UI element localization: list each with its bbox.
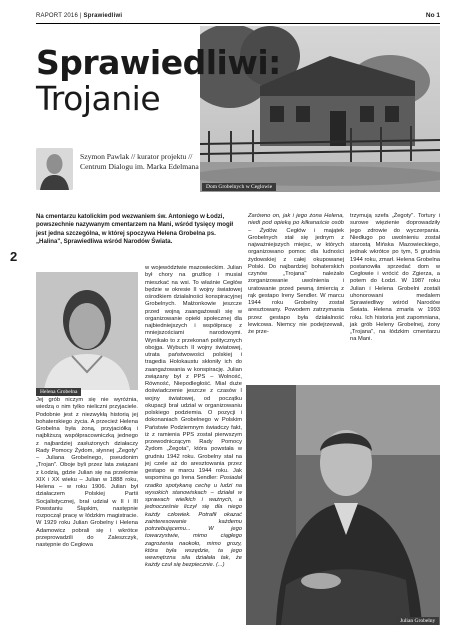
column-2-text: w województwie mazowieckim. Julian był chory na gruźlicę i musiał mieszkać na wsi. To właśnie Cegłów będzie w okresie II wojny światowej ośrodkiem działalności konspiracyjnej Grobelnych. Małżonkowie jeszcze przed wojną zaangażowali się w organizowanie opieki społecznej dla najbiedniejszych i współpracę z mniejszościami narodowymi. Wynikało to z przekonań politycznych obojga. Wybuch II wojny światowej, utrata państwowości polskiej i tragedia Holokaustu skłoniły ich do zaangażowania w konspirację. Julian związany był z PPS – Wolność, Równość, Niepodległość. Miał duże doświadczenie jeszcze z czasów I wojny światowej, od początku okupacji brał udział w organizowaniu polskiego podziemia. O pozycji i dokonaniach Grobelnego w Polskim Państwie Podziemnym świadczy fakt, iż z ramienia PPS został pierwszym przewodniczącym Rady Pomocy Żydom „Żegota", która powstała w grudniu 1942 roku. Grobelny stał na jej czele aż do aresztowania przez gestapo w marcu 1944 roku. Jak wspomina go Irena Sendler: <box>145 265 242 482</box>
text-column-1 <box>36 397 138 549</box>
title-line-2: Trojanie <box>36 79 161 118</box>
column-1-text: Jej grób niczym się nie wyróżnia, wiedzą o nim tylko nieliczni przyjaciele. Podobnie jest z niezwykłą historią jej bohaterskiego życia. A przecież Helena Grobelna była żoną, przyjaciółką i najbliższą współpracowniczką jednego z najbardziej zasłużonych działaczy Rady Pomocy Żydom, słynnej „Żegoty" – Juliana Grobelnego, pseudonim „Trojan". Oboje byli przez lata związani z Łodzią, gdzie Julian się na przełomie XIX i XX wieku – Julian w 1888 roku, Helena – w roku 1906. Julian był działaczem Polskiej Partii Socjalistycznej, brał udział w II i III Powstaniu Śląskim, następnie rozpoczął pracę w łódzkim magistracie. W 1929 roku Julian Grobelny i Helena Adamowicz pobrali się i wkrótce przeprowadzili do Zaleszczyk, następnie do Cegłowa <box>36 397 138 548</box>
text-column-3 <box>248 213 344 336</box>
section-name: Sprawiedliwi <box>83 13 123 19</box>
column-3-text: Cegłów i majątek Grobelnych stał się jednym z najważniejszych miejsc, w których organizowano pomoc dla ludności żydowskiej z całej okupowanej Polski. Do najbardziej bohaterskich czynów „Trojana" należało zorganizowanie uwolnienia i uratowanie przed pewną śmiercią z rąk gestapo Ireny Sendler. W marcu 1944 roku Grobelny został aresztowany. Powodem zatrzymania przez gestapo była działalność lewicowa. Niemcy nie podejrzewali, że prze- <box>248 227 344 335</box>
issue-number: No 1 <box>425 12 440 19</box>
column-4-text: trzymują szefa „Żegoty". Tortury i surowe więzienie doprowadziły jego zdrowie do wyczerpania. Niedługo po uwolnieniu został starostą Mińska Mazowieckiego, jednak wkrótce po tym, 5 grudnia 1944 roku, zmarł. Helena Grobelna postanowiła sprzedać dom w Cegłowie i wrócić do Zgierza, a potem do Łodzi. W 1987 roku Julian i Helena Grobelni zostali uhonorowani medalem Sprawiedliwy wśród Narodów Świata. Helena zmarła w 1993 roku. Ich historia jest zapomniana, jak grób Heleny Grobelnej, żony „Trojana", na łódzkim cmentarzu na Mani. <box>350 213 440 343</box>
text-column-2 <box>145 265 242 570</box>
header-left <box>36 13 122 19</box>
page-header <box>36 10 440 22</box>
helena-portrait <box>36 272 138 390</box>
house-caption: Dom Grobelnych w Ceglowie <box>202 183 276 191</box>
column-3-quote: Zarówno on, jak i jego żona Helena, niedi pod opieką po kilkanaście osób – Żydów. <box>248 213 344 234</box>
article-title <box>36 43 281 118</box>
column-2-quote: Posiadał rzadko spotykaną cechę u ludzi na wysokich stanowiskach – działał w sprawach wielkich i ważnych, a jednocześnie liczył się dla niego każdy człowiek. Potrafił okazać zainteresowanie każdemu potrzebującemu... W jego towarzystwie, mimo ciągłego zagrożenia naokoło, mimo grozy, która była wszędzie, ta jego wewnętrzna siła działała tak, że każdy czuł się bezpiecznie. (...) <box>145 475 242 569</box>
author-line-2: Centrum Dialogu im. Marka Edelmana <box>80 162 199 171</box>
author-avatar <box>36 148 73 190</box>
column-3-paragraph <box>248 213 344 336</box>
author-line-1: Szymon Pawlak // kurator projektu // <box>80 152 193 161</box>
page-number: 2 <box>10 249 18 264</box>
article-lead: Na cmentarzu katolickim pod wezwaniem św. Antoniego w Łodzi, powszechnie nazywanym cmentarzem na Mani, wśród tysięcy mogił jest jedna szczególna, w której spoczywa Helena Grobelna ps. „Halina", Sprawiedliwa wśród Narodów Świata. <box>36 213 234 246</box>
author-credit <box>80 152 199 172</box>
julian-caption: Julian Grobelny <box>396 617 439 625</box>
julian-photo <box>246 385 440 625</box>
title-line-1: Sprawiedliwi: <box>36 43 281 82</box>
header-rule <box>36 23 440 24</box>
helena-caption: Helena Grobelna <box>36 388 81 396</box>
column-2-paragraph <box>145 265 242 570</box>
header-separator: | <box>78 13 84 19</box>
text-column-4 <box>350 213 440 344</box>
magazine-name: RAPORT 2016 <box>36 13 78 19</box>
